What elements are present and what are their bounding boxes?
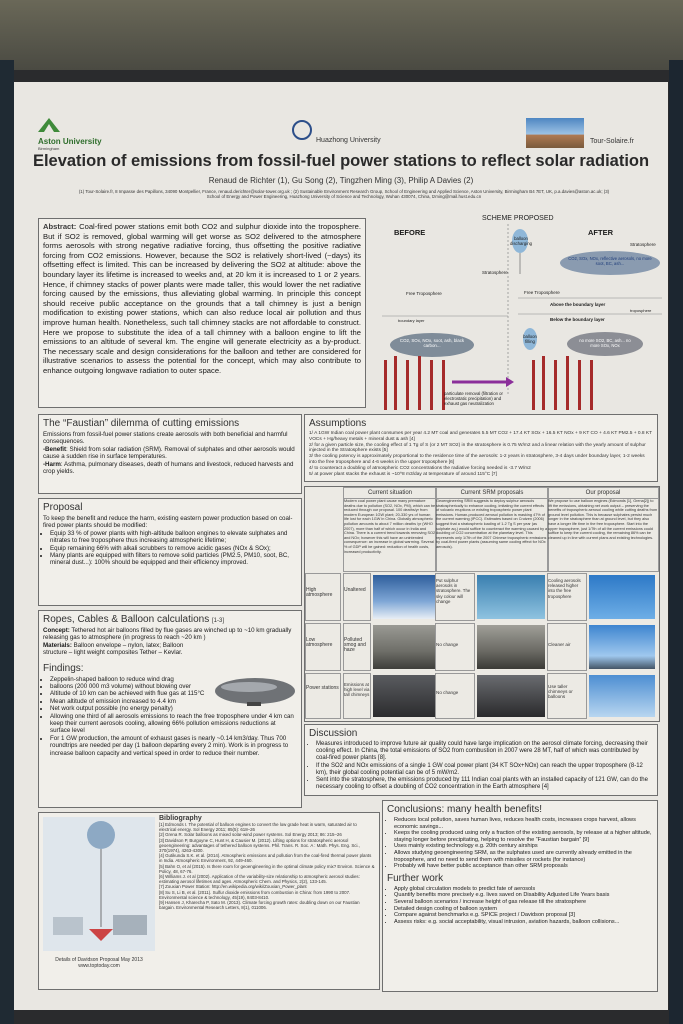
aston-logo — [38, 118, 102, 151]
materials-text: Balloon envelope – nylon, latex; Balloon structure – light weight composites Tether – Kevlar. — [43, 641, 184, 657]
photo-smog-city-2 — [477, 625, 545, 669]
cell-ours: Cleaner air — [547, 623, 587, 671]
row-label: Power stations — [305, 673, 341, 719]
conclusion-item: • Uses mainly existing technology e.g. 20th century airships — [394, 843, 653, 850]
table-desc: We propose to use balloon engines (Edmonds [1], Grena[2]) to lift the emissions, obtaining net work output – preserving the benefits of tropospheric aerosol cooling while cutting deaths from ground level pollution. This is because sulphates persist much longer in the stratosphere than at ground level, but they also have a longer life time in the free troposphere. Start into the upper troposphere, just 1/7th of all the current emissions could suffice to keep the current cooling, the remaining 86% can be cleaned up in line with current plans and existing technologies. — [547, 498, 659, 572]
discussion-item: • If the SO2 and NOx emissions of a single 1 GW coal power plant (34 KT SOx+NOx) can reach the upper troposphere (8-12 km), their global cooling potential can be of 5 mW/m2. — [316, 763, 653, 777]
bib-ref: [9] Hansen J, Kharecha P, Sato M. (2013). Climate forcing growth rates: doubling down on our Faustian bargain. Environmental Research Letters, 8(1), 011006. — [159, 900, 360, 911]
photo-red-balloon — [589, 575, 655, 619]
free-trop-left-label: Free Troposphere — [406, 291, 442, 296]
aston-logo-sub: Birmingham — [38, 146, 60, 151]
discussion-item: • Sent into the stratosphere, the emissions produced by 111 Indian coal plants with an installed capacity of 121 GW, can do the necessary cooling to offset a doubling of CO2 concentration in the Earth atmosphere [4] — [316, 777, 653, 791]
finding-item: • Zeppelin-shaped balloon to reduce wind drag — [50, 676, 297, 683]
poster-authors: Renaud de Richter (1), Gu Song (2), Tingzhen Ming (3), Philip A Davies (2) — [208, 176, 474, 185]
assumption-item: 4/ to counteract a doubling of atmospheric CO2 concentrations the radiative forcing needed is -3.7 W/m2 — [309, 465, 531, 471]
cell-ours: Use taller chimneys or balloons — [547, 673, 587, 719]
conclusion-item: • Allows studying geoengineering SRM, as the sulphates used are currently already emitted in the troposphere, and no need to send them with missiles or rockets (for instance) — [394, 850, 653, 863]
boundary-layer-label: boundary layer — [398, 318, 425, 323]
faustian-intro: Emissions from fossil-fuel power stations create aerosols with both beneficial and harmful consequences. — [43, 431, 288, 446]
bib-ref: [2] Grena R. Solar balloons as mixed solar-wind power systems. Sol Energy 2013; 86: 215–26 — [159, 832, 342, 838]
bib-ref: [1] Edmonds I. The potential of balloon engines to convert the low grade heat in warm, saturated air to electrical energy. Sol Energy 2011; 85(5): 618–26 — [159, 822, 357, 833]
further-item: • Detailed design cooling of balloon system — [394, 906, 653, 913]
row-label: High atmosphere — [305, 573, 341, 621]
discussion-box — [304, 724, 658, 796]
tour-solaire-photo — [526, 118, 584, 148]
finding-item: • For 1 GW production, the amount of exhaust gases is nearly ~0.14 km3/day. Thus 700 roundtrips are needed per day (1 balloon departing every 2 min). Work is in progress to increase balloon capacity and vertical speed in order to reduce their number. — [50, 735, 297, 757]
table-header: Our proposal — [547, 487, 659, 499]
arrow-note: particulate removal (filtration or electrostatic precipitation) and exhaust gas neutralization — [444, 391, 503, 406]
assumptions-title: Assumptions — [309, 418, 367, 429]
row-label: Low atmosphere — [305, 623, 341, 671]
board-frame-right — [669, 60, 683, 1024]
bibliography-box — [38, 812, 380, 990]
photo-sky-balloon — [477, 575, 545, 619]
cell-ours: Cooling aerosols released higher into the free troposphere — [547, 573, 587, 621]
proposal-box — [38, 498, 302, 606]
assumption-item: 5/ at power plant stacks the exhaust is ~10^8 m3/day at temperature of around 115°C [7] — [309, 471, 497, 477]
conclusions-title: Conclusions: many health benefits! — [387, 804, 543, 815]
further-item: • Several balloon scenarios / increase height of gas release till the stratosphere — [394, 899, 653, 906]
further-item: • Quantify benefits more precisely e.g. lives saved on Disability Adjusted Life Years basis — [394, 892, 653, 899]
discussion-item: • Measures introduced to improve future air quality could have large implication on the aerosol climate forcing, decreasing their cooling effect. In China, the total emissions of SO2 from combustion in 2007 were 28 MT, half of which was contributed by coal-fired power plants [8]. — [316, 741, 653, 763]
proposal-intro: To keep the benefit and reduce the harm, existing eastern power production based on coal-fired power plants should be modified: — [43, 515, 293, 530]
photo-sky-clear — [373, 575, 435, 619]
abstract-box — [38, 218, 366, 408]
harm-text: : Asthma, pulmonary diseases, death of humans and livestock, reduced harvests and crop yields. — [43, 460, 294, 476]
ropes-title: Ropes, Cables & Balloon calculations — [43, 614, 210, 625]
zeppelin-image — [213, 671, 297, 715]
strat-left-label: Stratosphere — [482, 270, 508, 275]
poster-title: Elevation of emissions from fossil-fuel power stations to reflect solar radiation — [32, 152, 650, 170]
proposal-item: • Equip 33 % of power plants with high-altitude balloon engines to elevate sulphates and nitrates to free troposphere thus increasing atmospheric lifetime; — [50, 530, 297, 545]
proposal-item: • Many plants are equipped with filters to remove solid particles (PM2.5, PM10, soot, BC, mineral dust...): 100% should be equipped and their efficiency improved. — [50, 552, 297, 567]
above-bl-label: Above the boundary layer — [550, 302, 606, 307]
tour-solaire-label: Tour-Solaire.fr — [590, 138, 634, 145]
assumption-item: 1/ A 1GW Indian coal power plant consumes per year 4.2 MT coal and generates 5.5 MT CO2 + 17.4 KT SOx + 16.5 KT NOx + 9 KT CO + 4.6 KT PM2.5 + 0.8 KT VOCs + Hg/heavy metals + mineral dust & ash [4] — [309, 431, 652, 442]
strat-right-label: Stratosphere — [630, 242, 656, 247]
discussion-title: Discussion — [309, 728, 358, 739]
photo-tall-chimneys — [589, 675, 655, 717]
bibliography-title: Bibliography — [159, 815, 202, 822]
cell-srm: No change — [435, 623, 475, 671]
bib-ref: [7] Zouxian Power Station: http://en.wikipedia.org/wiki/Zouxian_Power_plant — [159, 884, 307, 890]
table-desc: Geoengineering SRM suggests to deploy sulphur aerosols stratospherically to enhance cooling, imitating the current effects of volcanic eruptions or existing tropospheric power plant emissions. Human-produced aerosol pollution is masking 47% of the current warming (IPCC). Estimates based on Crutzen (2006) suggest that a stratospheric loading of 1-2 Tg S per year (as sulphate aq.) would suffice to counteract the warming caused by a doubling of CO2 concentration at the planetary level. This represents only 1/7th of the 2007 Chinese tropospheric emissions by coal-fired power plants (assuming same cooling effect for NOx aerosols). — [435, 498, 549, 572]
bib-ref: [5] Bahn O, et al (2015). Is there room for geoengineering in the optimal climate policy mix? Environ. Science & Policy, 48, 67-76. — [159, 863, 375, 874]
free-trop-right-label: Free Troposphere — [524, 290, 560, 295]
conclusion-item: • Probably will have better public acceptance than other SRM proposals — [394, 863, 653, 870]
table-header: Current situation — [343, 487, 437, 499]
scheme-diagram — [372, 214, 664, 420]
aston-logo-icon — [38, 118, 60, 132]
scheme-after-label: AFTER — [588, 228, 613, 237]
proposal-title: Proposal — [43, 502, 83, 513]
finding-item: • Net work output possible (no energy penalty) — [50, 705, 297, 712]
harm-label: -Harm — [43, 460, 61, 468]
further-work-title: Further work — [387, 872, 444, 884]
board-frame-left — [0, 60, 14, 1024]
assumptions-box — [304, 414, 658, 482]
photo-chimneys-2 — [477, 675, 545, 717]
ropes-box — [38, 610, 302, 808]
photo-clean-city — [589, 625, 655, 669]
benefit-label: -Benefit — [43, 445, 67, 453]
scheme-before-label: BEFORE — [394, 228, 426, 237]
bib-ref: [3] Davidson P, Burgoyne C, Hunt H, & Causier M. (2012). Lifting options for stratospheric aerosol geoengineering: advantages of tethered balloon systems. Phil. Trans. R. Soc. A : Math. Phys. Eng. Sci., 370(1974), 4263-4300. — [159, 837, 360, 854]
bib-ref: [4] Gutikunda S.K. et al. (2014). Atmospheric emissions and pollution from the coal-fired thermal power plants in India. Atmospheric Environment, 92, 449-460. — [159, 853, 372, 864]
abstract-label: Abstract: — [43, 222, 77, 231]
bib-ref: [8] Su S, Li B, et al. (2011). Sulfur dioxide emissions from combustion in China: from 1990 to 2007. Environmental science & technology, 45(19), 8403-8410. — [159, 889, 351, 900]
balloon-filling-label: balloon filling — [523, 334, 537, 344]
further-item: • Apply global circulation models to predict fate of aerosols — [394, 886, 653, 893]
balloon-discharging-label: balloon discharging — [510, 236, 532, 246]
abstract-text: Coal-fired power stations emit both CO2 and sulphur dioxide into the troposphere. But if SO2 is removed, global warming will get worse as SO2 delivered to the atmosphere forms aerosols with strong negative radiative forcing, thus offsetting the positive radiative forcing from CO2 emissions. However, because the SO2 is relatively short-lived (~days) its offsetting effect is limited. This can be increased by delivering the SO2 at altitude: above the boundary layer its lifetime is increased to weeks and, at 20 km it is increased to 1 or 2 years. Hence, if chimney stacks of power plants were made taller, this would lower the net radiative forcing caused by the emissions, thus alleviating global warming. In principle this concept should receive public acceptance on the grounds that a tall chimney is just a benign modification to existing power stations, which can also reduce local air pollution and thus improve human health. Nonetheless, such tall chimney stacks are not affordable to construct. Here we propose to substitute the idea of a tall chimney with a balloon engine to lift the emissions to an altitude of several km. The engine will generate electricity as a by-product. The necessary scale and design considerations for the balloon and tether are considered for illustrative scenarios to assess the potential for the concept, which may also contribute to enhance outgoing longwave radiation to outer space. — [43, 222, 361, 375]
below-bl-label: Below the boundary layer — [550, 317, 605, 322]
photo-chimneys — [373, 675, 435, 717]
wall-background — [0, 0, 683, 70]
assumption-item: 3/ the cooling potency is approximately proportional to the residence time of the aerosols: 1-2 years in stratosphere, 3-4 days under boundary layer, 1-2 weeks into the free troposphere and 4-6 weeks in the upper troposphere [6] — [309, 454, 645, 465]
finding-item: • Allowing one third of all aerosols emissions to reach the free troposphere under 4 km can keep their current aerosols cooling, allowing 66% pollution emissions reductions at surface level — [50, 713, 297, 735]
benefit-text: : Shield from solar radiation (SRM). Removal of sulphates and other aerosols would cause a sudden rise in surface temperatures. — [43, 445, 295, 461]
ropes-ref: [1-3] — [212, 618, 225, 624]
concept-label: Concept: — [43, 627, 70, 634]
scheme-title: SCHEME PROPOSED — [482, 215, 554, 222]
findings-title: Findings: — [43, 662, 84, 674]
conclusions-box — [382, 800, 658, 992]
cloud-left-label: CO2, SOx, NOx, soot, ash, black carbon... — [399, 338, 465, 348]
poster-affiliations: (1) Tour-Solaire.fr, 8 Impasse des Papillons, 34090 Montpellier, France, renaud.derichter@solar-tower.org.uk ; (2) Sustainable Environment Research Group, School of Engineering and Applied Science, Aston University, Birmingham B4 7ET, UK, p.a.davies@aston.ac.uk; (3) School of Energy and Power Engineering, Huazhong University of Science and Technology, Wuhan 430074, China, tzming@mail.hust.edu.cn — [78, 189, 610, 200]
concept-text: Tethered hot air balloons filled by flue gases are winched up to ~10 km gradually releasing gas to atmosphere (in progress to reach ~20 km ) — [43, 627, 292, 642]
troposphere-label: troposphere — [630, 308, 652, 313]
table-desc: Modern coal power plant cause many premature deaths due to pollution (SO2, NOx, PM), which can be reduced through our proposal. 100 deaths/yr from modern European 1GW plant; 20-330 yrs of human life lost for each 1GW in China. Globally atmospheric pollution amounts to about 7 million deaths /yr (WHO 2007), more than half of which occur in India and China. There is a current trend towards removing SO2 and NOx; however this will have an unintended consequence: an increase in global warming. Several % of GDP will be gained: reduction of health costs, increased productivity. — [343, 498, 437, 572]
davidson-caption: Details of Davidson Proposal May 2013 www.toptoday.com — [55, 957, 143, 969]
materials-label: Materials: — [43, 641, 72, 649]
cloud-high-label: CO2, SOx, NOx, reflective aerosols, no more soot, BC, ash... — [568, 256, 652, 266]
conclusion-item: • Reduces local pollution, saves human lives, reduces health costs, increases crops harvest, allows economic savings... — [394, 817, 653, 830]
faustian-box — [38, 414, 302, 494]
further-item: • Assess risks: e.g. social acceptability, visual intrusion, aviation hazards, balloon collisions... — [394, 919, 653, 926]
comparison-table — [304, 486, 660, 722]
finding-item: • Altitude of 10 km can be achieved with flue gas at 115°C — [50, 690, 297, 697]
cell-srm: No change — [435, 673, 475, 719]
poster — [14, 82, 668, 1010]
table-header: Current SRM proposals — [435, 487, 549, 499]
further-item: • Compare against benchmarks e.g. SPICE project / Davidson proposal [3] — [394, 912, 653, 919]
aston-logo-text: Aston University — [38, 137, 102, 146]
photo-smog-city — [373, 625, 435, 669]
davidson-diagram — [43, 817, 155, 951]
cell-current: Emissions at high level via tall chimneys — [343, 673, 371, 719]
huazhong-logo — [292, 120, 312, 140]
cell-current: Unaltered — [343, 573, 371, 621]
proposal-item: • Equip remaining 66% with alkali scrubbers to remove acidic gases (NOx & SOx); — [50, 545, 297, 552]
cell-current: Polluted smog and haze — [343, 623, 371, 671]
bib-ref: [6] Williams J. et al (2002). Application of the variability-size relationship to atmospheric aerosol studies: estimating aerosol lifetimes and ages. Atmospheric Chem. and Physics, 2(2), 133-145. — [159, 874, 360, 885]
finding-item: • balloons (200 000 m3 volume) without blowing over — [50, 683, 297, 690]
finding-item: • Mean altitude of emission increased to 4.4 km — [50, 698, 297, 705]
huazhong-name: Huazhong University — [316, 137, 381, 144]
cell-srm: Put sulphur aerosols in stratosphere. The sky colour will change — [435, 573, 475, 621]
faustian-title: The “Faustian” dilemma of cutting emissions — [43, 418, 240, 429]
assumption-item: 2/ for a given particle size, the cooling effect of 1 Tg of S (or 2 MT SO2) in the stratosphere is 0.75 W/m2 and a linear relation with the yearly amount of sulphur injected in the Stratosphere exists [5] — [309, 442, 646, 454]
conclusion-item: • Keeps the cooling produced using only a fraction of the existing aerosols, by release at a higher altitude, staying longer before precipitating, helping to resolve the “Faustian bargain” [9] — [394, 830, 653, 843]
cloud-low-label: no more SO2, BC, ash... no more SOx, NOx — [579, 338, 631, 348]
